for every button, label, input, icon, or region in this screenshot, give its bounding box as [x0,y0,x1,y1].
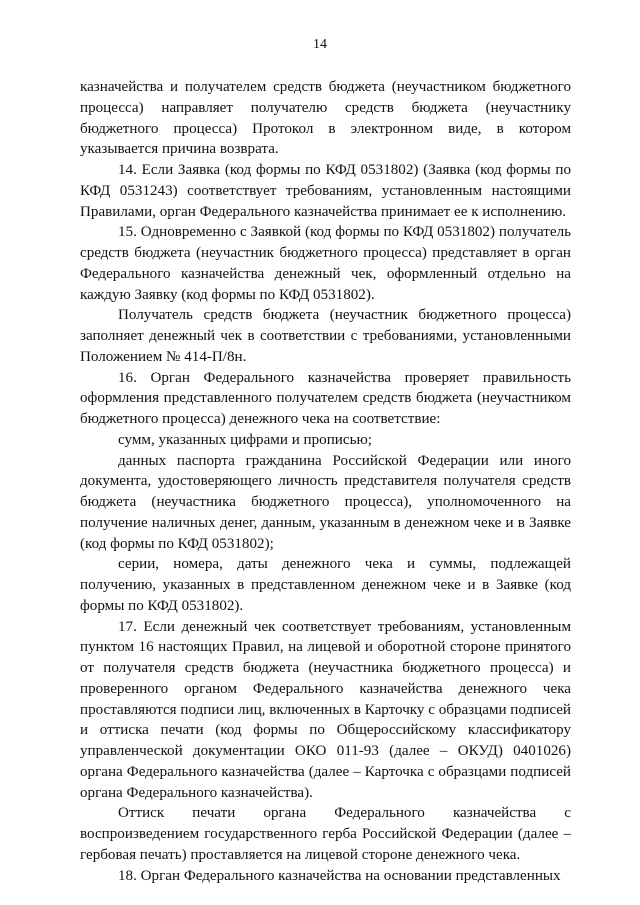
document-body [80,77,571,886]
paragraph-seal-imprint: Оттиск печати органа Федерального казначейства с воспроизведением государственного герба Российской Федерации (далее – гербовая печать) проставляется на лицевой стороне денежного чека. [80,805,571,863]
paragraph-item-16: 16. Орган Федерального казначейства проверяет правильность оформления представленного получателем средств бюджета (неучастником бюджетного процесса) денежного чека на соответствие: [80,369,571,427]
paragraph-item-18: 18. Орган Федерального казначейства на основании представленных [118,867,561,884]
paragraph-check-series: серии, номера, даты денежного чека и суммы, подлежащей получению, указанных в представленном денежном чеке и в Заявке (код формы по КФД 0531802). [80,556,571,614]
paragraph-check-passport: данных паспорта гражданина Российской Федерации или иного документа, удостоверяющего личность представителя получателя средств бюджета (неучастника бюджетного процесса), уполномоченного на получение наличных денег, данным, указанным в денежном чеке и в Заявке (код формы по КФД 0531802); [80,452,571,552]
paragraph-continuation: казначейства и получателем средств бюджета (неучастником бюджетного процесса) направляет получателю средств бюджета (неучастнику бюджетного процесса) Протокол в электронном виде, в котором указывается причина возврата. [80,79,571,158]
paragraph-check-filling: Получатель средств бюджета (неучастник бюджетного процесса) заполняет денежный чек в соответствии с требованиями, установленными Положением № 414-П/8н. [80,307,571,365]
paragraph-check-amounts: сумм, указанных цифрами и прописью; [118,431,372,448]
paragraph-item-14: 14. Если Заявка (код формы по КФД 0531802) (Заявка (код формы по КФД 0531243) соответствует требованиям, установленным настоящими Правилами, орган Федерального казначейства принимает ее к исполнению. [80,162,571,220]
paragraph-item-15: 15. Одновременно с Заявкой (код формы по КФД 0531802) получатель средств бюджета (неучастник бюджетного процесса) представляет в орган Федерального казначейства денежный чек, оформленный отдельно на каждую Заявку (код формы по КФД 0531802). [80,224,571,303]
paragraph-item-17: 17. Если денежный чек соответствует требованиям, установленным пунктом 16 настоящих Правил, на лицевой и оборотной стороне принятого от получателя средств бюджета (неучастника бюджетного процесса) и проверенного органом Федерального казначейства денежного чека проставляются подписи лиц, включенных в Карточку с образцами подписей и оттиска печати (код формы по Общероссийскому классификатору управленческой документации ОКО 011-93 (далее – ОКУД) 0401026) органа Федерального казначейства (далее – Карточка с образцами подписей органа Федерального казначейства). [80,618,571,801]
page-number: 14 [313,37,327,52]
